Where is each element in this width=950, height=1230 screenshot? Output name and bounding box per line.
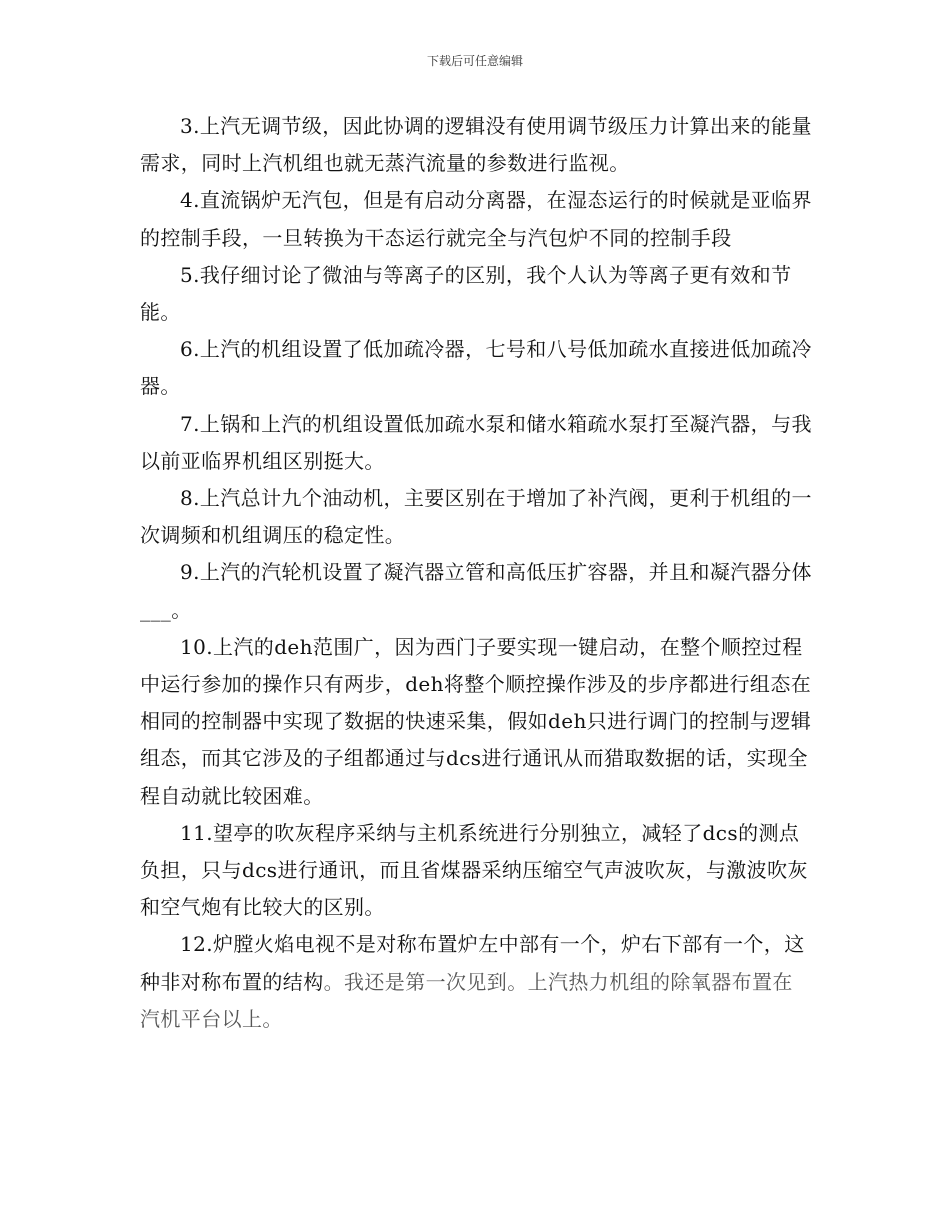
paragraph-4: 4.直流锅炉无汽包，但是有启动分离器，在湿态运行的时候就是亚临界的控制手段，一旦转换为干态运行就完全与汽包炉不同的控制手段 — [140, 188, 812, 250]
page-header: 下载后可任意编辑 — [426, 54, 523, 68]
paragraph-10: 10.上汽的deh范围广，因为西门子要实现一键启动，在整个顺控过程中运行参加的操作只有两步，deh将整个顺控操作涉及的步序都进行组态在相同的控制器中实现了数据的快速采集，假如deh只进行调门的控制与逻辑组态，而其它涉及的子组都通过与dcs进行通讯从而猎取数据的话，实现全程自动就比较困难。 — [140, 634, 812, 808]
paragraph-12 — [140, 926, 812, 1038]
paragraph-8: 8.上汽总计九个油动机，主要区别在于增加了补汽阀，更利于机组的一次调频和机组调压的稳定性。 — [140, 486, 812, 548]
paragraph-9: 9.上汽的汽轮机设置了凝汽器立管和高低压扩容器，并且和凝汽器分体___。 — [140, 560, 812, 622]
paragraph-7: 7.上锅和上汽的机组设置低加疏水泵和储水箱疏水泵打至凝汽器，与我以前亚临界机组区别挺大。 — [140, 411, 812, 473]
paragraph-12-light: 。我还是第一次见到。上汽热力机组的除氧器布置在汽机平台以上。 — [140, 969, 793, 1031]
document-body — [140, 108, 812, 1038]
paragraph-12-main: 12.炉膛火焰电视不是对称布置炉左中部有一个，炉右下部有一个，这种非对称布置的结构 — [140, 932, 805, 994]
paragraph-6: 6.上汽的机组设置了低加疏冷器，七号和八号低加疏水直接进低加疏冷器。 — [140, 337, 812, 399]
paragraph-11: 11.望亭的吹灰程序采纳与主机系统进行分别独立，减轻了dcs的测点负担，只与dcs进行通讯，而且省煤器采纳压缩空气声波吹灰，与激波吹灰和空气炮有比较大的区别。 — [140, 820, 808, 920]
paragraph-5: 5.我仔细讨论了微油与等离子的区别，我个人认为等离子更有效和节能。 — [140, 262, 792, 325]
paragraph-3: 3.上汽无调节级，因此协调的逻辑没有使用调节级压力计算出来的能量需求，同时上汽机组也就无蒸汽流量的参数进行监视。 — [140, 114, 812, 176]
